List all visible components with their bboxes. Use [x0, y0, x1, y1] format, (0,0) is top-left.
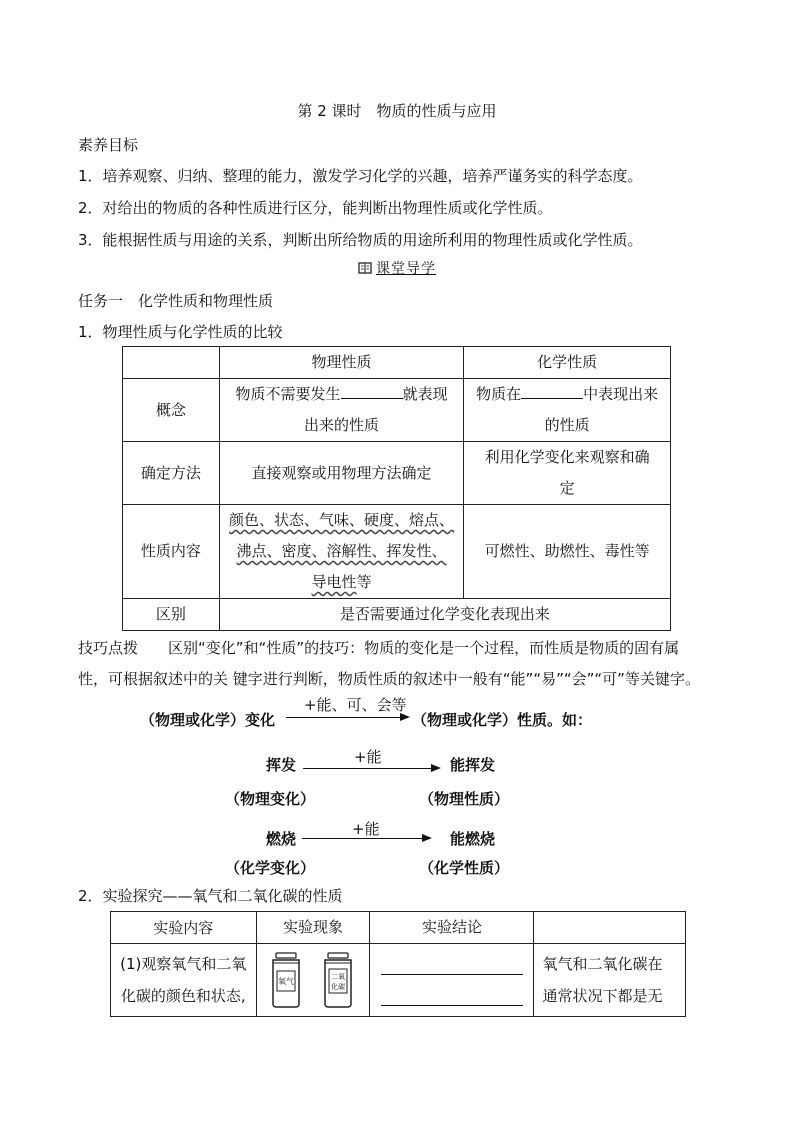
- diagram-arrow-label: +能、可、会等: [304, 696, 407, 714]
- cell-text: 的性质: [544, 416, 590, 434]
- goal-item-1: 1．培养观察、归纳、整理的能力，激发学习化学的兴趣，培养严谨务实的科学态度。: [78, 167, 643, 185]
- banner-label: 课堂导学: [376, 261, 436, 277]
- table-header-chemical: 化学性质: [464, 347, 671, 379]
- table-row: [123, 442, 671, 505]
- example1-left-note: （物理变化）: [225, 790, 316, 808]
- svg-text:二氧: 二氧: [331, 973, 346, 981]
- cell-text: 颜色、状态、气味、硬度、熔点、: [229, 511, 455, 529]
- gas-jars-icon: [268, 951, 358, 1009]
- table-row: [123, 505, 671, 599]
- cell-text: 化碳的颜色和状态,: [120, 987, 246, 1005]
- cell-text: 中表现出来: [583, 385, 659, 403]
- exp-row1-conclusion: [534, 944, 686, 1017]
- cell-text: (1)观察氧气和二氧: [120, 955, 247, 973]
- task1-sub2: 2．实验探究——氧气和二氧化碳的性质: [78, 887, 343, 905]
- goal-item-2: 2．对给出的物质的各种性质进行区分，能判断出物理性质或化学性质。: [78, 199, 553, 217]
- task1-heading: 任务一 化学性质和物理性质: [78, 292, 274, 310]
- cell-content-physical: [219, 505, 464, 599]
- exp-header-content: 实验内容: [111, 912, 257, 944]
- row-label-method: 确定方法: [123, 442, 220, 505]
- cell-text: 通常状况下都是无: [542, 987, 663, 1005]
- row-label-diff: 区别: [123, 599, 220, 631]
- example2-arrow-label: +能: [352, 820, 380, 838]
- tip-line-2: 性，可根据叙述中的关 键字进行判断，物质性质的叙述中一般有“能”“易”“会”“可”等关键字。: [78, 670, 700, 688]
- goals-heading: 素养目标: [78, 136, 139, 154]
- comparison-table: [122, 346, 671, 631]
- cell-text: 等: [356, 573, 372, 591]
- diagram-right: （物理或化学）性质。如：: [412, 711, 593, 729]
- tip-line-1: 技巧点拨 区别“变化”和“性质”的技巧：物质的变化是一个过程，而性质是物质的固有属: [78, 639, 680, 657]
- example2-left-note: （化学变化）: [225, 859, 316, 877]
- cell-text: 导电性: [311, 573, 357, 591]
- example1-right-note: （物理性质）: [419, 790, 510, 808]
- exp-header-extra: [534, 912, 686, 944]
- goal-item-3: 3．能根据性质与用途的关系，判断出所给物质的用途所利用的物理性质或化学性质。: [78, 231, 643, 249]
- exp-row1-content: [111, 944, 257, 1017]
- arrow-icon: [303, 768, 439, 769]
- book-icon: [358, 261, 372, 275]
- table-header-empty: [123, 347, 220, 379]
- example2-right-note: （化学性质）: [419, 859, 510, 877]
- fill-blank[interactable]: [521, 384, 583, 399]
- table-row: [123, 599, 671, 631]
- page-title: 第 2 课时 物质的性质与应用: [297, 102, 497, 120]
- cell-text: 沸点、密度、溶解性、挥发性、: [236, 542, 447, 560]
- svg-text:化碳: 化碳: [331, 983, 346, 991]
- cell-text: 出来的性质: [304, 416, 380, 434]
- cell-text: 就表现: [402, 385, 448, 403]
- exp-header-conclusion: 实验结论: [370, 912, 534, 944]
- table-row: [123, 379, 671, 442]
- cell-method-physical: 直接观察或用物理方法确定: [219, 442, 464, 505]
- cell-text: 定: [559, 479, 575, 497]
- cell-method-chemical: [464, 442, 671, 505]
- arrow-icon: [286, 717, 408, 718]
- example2-left: 燃烧: [266, 830, 297, 848]
- table-row: [123, 347, 671, 379]
- row-label-content: 性质内容: [123, 505, 220, 599]
- oxygen-jar-icon: [273, 953, 299, 1007]
- example1-right: 能挥发: [450, 756, 496, 774]
- cell-text: 氧气和二氧化碳在: [542, 955, 663, 973]
- row-label-concept: 概念: [123, 379, 220, 442]
- example1-left: 挥发: [266, 756, 297, 774]
- cell-text: 物质在: [476, 385, 522, 403]
- example1-arrow-label: +能: [354, 748, 382, 766]
- fill-blank[interactable]: [341, 384, 403, 399]
- table-row: [111, 912, 686, 944]
- fill-blank[interactable]: [381, 960, 523, 975]
- exp-header-phenomenon: 实验现象: [256, 912, 370, 944]
- exp-row1-phenomenon: [256, 944, 370, 1017]
- arrow-icon: [302, 838, 430, 839]
- diagram-left: （物理或化学）变化: [140, 711, 276, 729]
- cell-text: 物质不需要发生: [235, 385, 341, 403]
- svg-text:氧气: 氧气: [278, 977, 295, 986]
- cell-content-chemical: 可燃性、助燃性、毒性等: [464, 505, 671, 599]
- cell-text: 利用化学变化来观察和确: [484, 448, 650, 466]
- co2-jar-icon: [325, 953, 351, 1007]
- cell-concept-physical: [219, 379, 464, 442]
- example2-right: 能燃烧: [450, 830, 496, 848]
- table-header-physical: 物理性质: [219, 347, 464, 379]
- cell-concept-chemical: [464, 379, 671, 442]
- task1-sub1: 1．物理性质与化学性质的比较: [78, 323, 283, 341]
- table-row: [111, 944, 686, 1017]
- exp-row1-conclusion-blanks: [370, 944, 534, 1017]
- cell-diff: 是否需要通过化学变化表现出来: [219, 599, 670, 631]
- experiment-table: [110, 911, 686, 1017]
- fill-blank[interactable]: [381, 991, 523, 1006]
- section-banner: [0, 258, 794, 278]
